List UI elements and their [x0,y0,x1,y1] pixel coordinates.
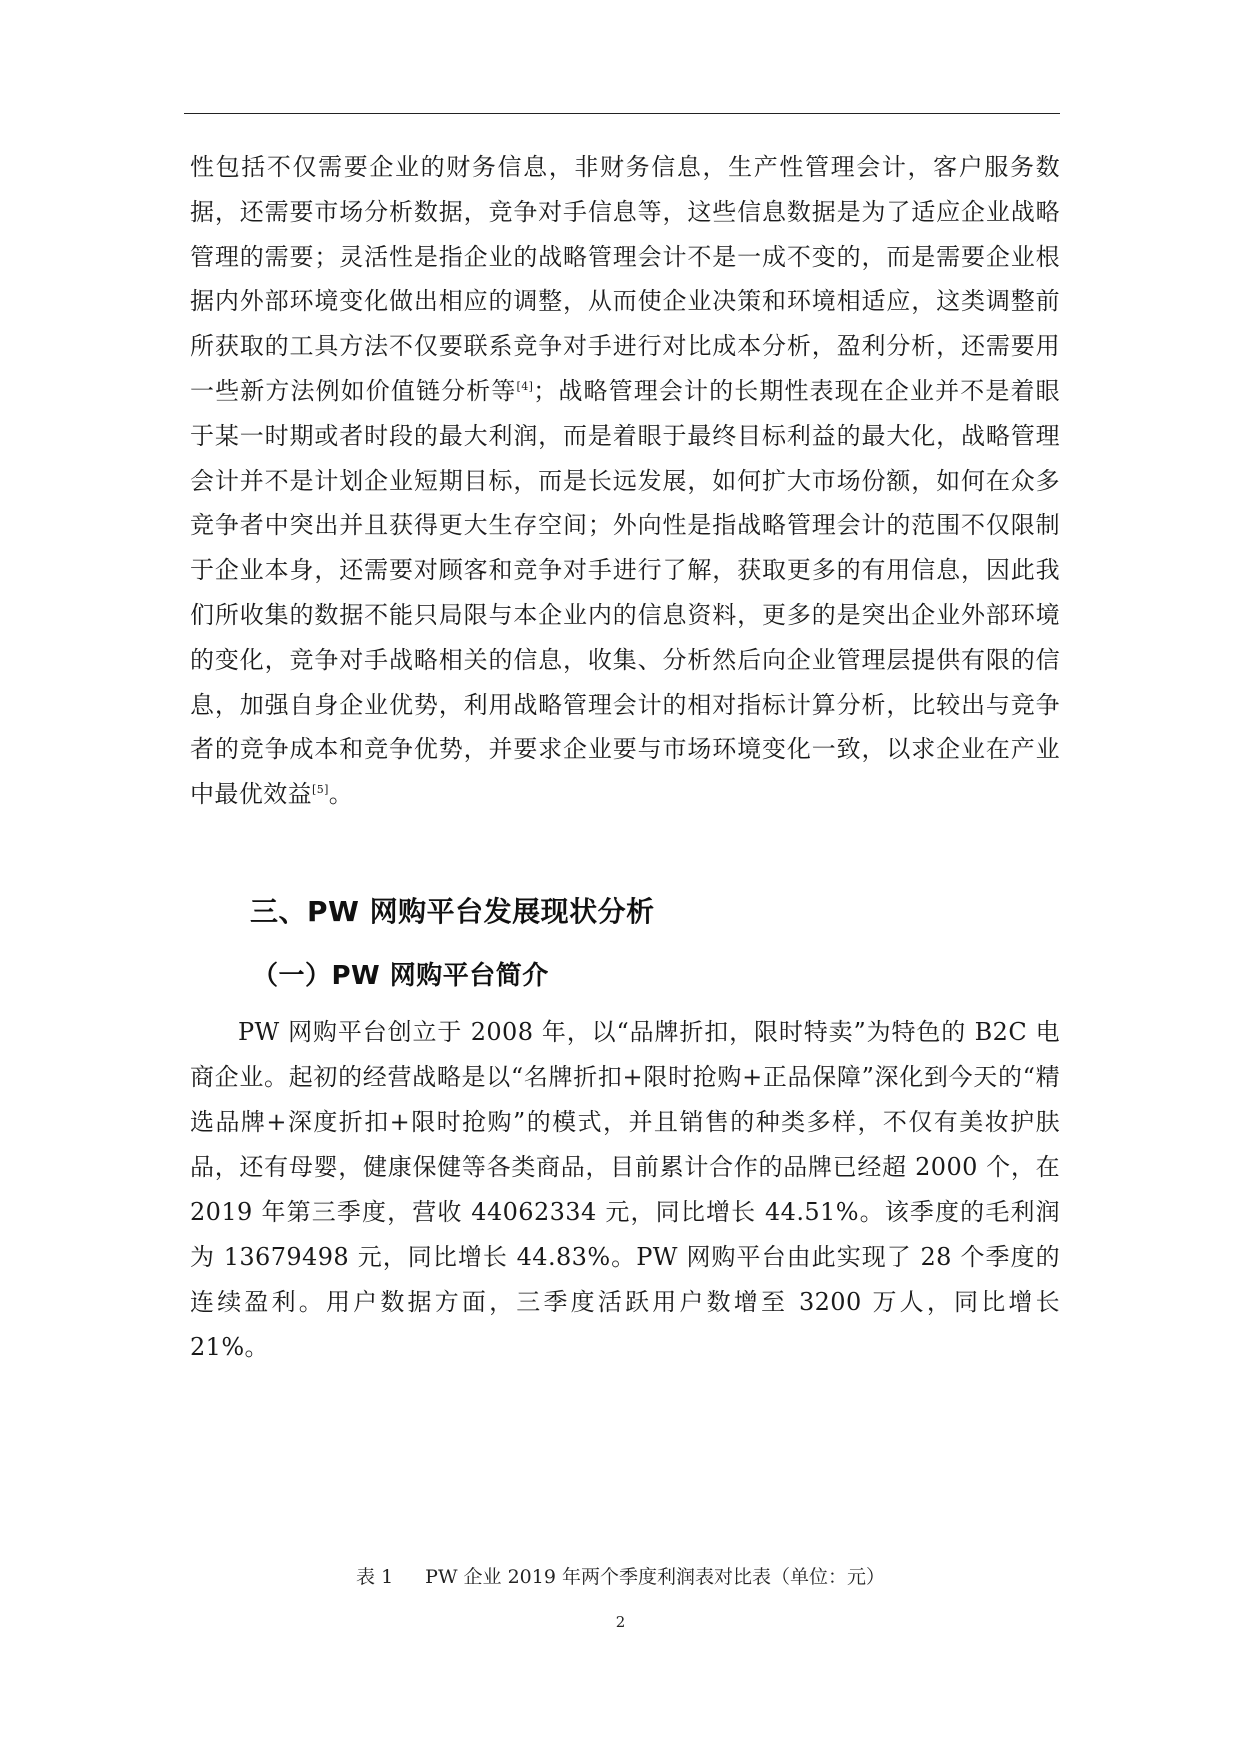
paragraph-text: 。 [328,780,354,809]
citation-4: [4] [516,379,534,393]
section-heading: 三、PW 网购平台发展现状分析 [250,895,655,928]
citation-5: [5] [312,783,329,797]
table-title: PW 企业 2019 年两个季度利润表对比表（单位：元） [425,1566,885,1588]
header-rule [184,113,1060,114]
paragraph-text: ；战略管理会计的长期性表现在企业并不是着眼于某一时期或者时段的最大利润，而是着眼于最终目标利益的最大化，战略管理会计并不是计划企业短期目标，而是长远发展，如何扩大市场份额，如何在众多竞争者中突出并且获得更大生存空间；外向性是指战略管理会计的范围不仅限制于企业本身，还需要对顾客和竞争对手进行了解，获取更多的有用信息，因此我们所收集的数据不能只局限与本企业内的信息资料，更多的是突出企业外部环境的变化，竞争对手战略相关的信息，收集、分析然后向企业管理层提供有限的信息，加强自身企业优势，利用战略管理会计的相对指标计算分析，比较出与竞争者的竞争成本和竞争优势，并要求企业要与市场环境变化一致，以求企业在产业中最优效益 [190,376,1060,809]
paragraph-text: 性包括不仅需要企业的财务信息，非财务信息，生产性管理会计，客户服务数据，还需要市场分析数据，竞争对手信息等，这些信息数据是为了适应企业战略管理的需要；灵活性是指企业的战略管理会计不是一成不变的，而是需要企业根据内外部环境变化做出相应的调整，从而使企业决策和环境相适应，这类调整前所获取的工具方法不仅要联系竞争对手进行对比成本分析，盈利分析，还需要用一些新方法例如价值链分析等 [190,153,1060,405]
body-paragraph-2: PW 网购平台创立于 2008 年，以“品牌折扣，限时特卖”为特色的 B2C 电商企业。起初的经营战略是以“名牌折扣+限时抢购+正品保障”深化到今天的“精选品牌+深度折扣+限时抢购”的模式，并且销售的种类多样，不仅有美妆护肤品，还有母婴，健康保健等各类商品，目前累计合作的品牌已经超 2000 个，在 2019 年第三季度，营收 44062334 元，同比增长 44.51%。该季度的毛利润为 13679498 元，同比增长 44.83%。PW 网购平台由此实现了 28 个季度的连续盈利。用户数据方面，三季度活跃用户数增至 3200 万人，同比增长 21%。 [190,1018,1060,1361]
subsection-heading: （一）PW 网购平台简介 [252,961,549,991]
table-caption [0,1562,1241,1589]
table-number: 表 1 [356,1566,394,1588]
body-paragraph-1 [190,145,1060,817]
page-number: 2 [615,1613,626,1631]
